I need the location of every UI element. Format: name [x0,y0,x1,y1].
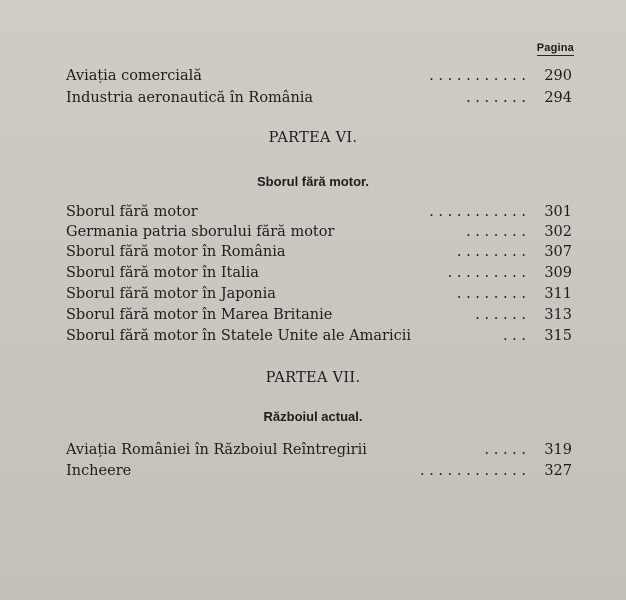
toc-page-number: 319 [544,442,572,458]
toc-entry [66,202,572,222]
toc-page-number: 290 [544,68,572,84]
toc-leader-dots: . . . . . . [475,307,526,323]
toc-entry [66,461,572,481]
toc-entry [66,66,572,86]
toc-leader-dots: . . . . . . . . [456,286,526,302]
toc-entry-title: Incheere [66,463,132,479]
toc-page-number: 311 [544,286,572,302]
toc-entry-title: Industria aeronautică în România [66,90,314,106]
toc-entry [66,222,572,242]
toc-entry-title: Germania patria sborului fără motor [66,224,335,240]
toc-entry [66,263,572,283]
part-subheading: Războiul actual. [263,409,363,424]
toc-entry-title: Aviația României în Războiul Reîntregirii [66,442,367,458]
toc-entry [66,440,572,460]
part-heading: PARTEA VI. [268,130,358,146]
toc-entry-title: Aviația comercială [66,68,202,84]
toc-page-number: 315 [544,328,572,344]
toc-entry-title: Sborul fără motor în Marea Britanie [66,307,333,323]
toc-leader-dots: . . . . . . . [466,224,526,240]
toc-page-number: 302 [544,224,572,240]
toc-entry-title: Sborul fără motor în România [66,244,286,260]
toc-entry [66,284,572,304]
toc-leader-dots: . . . [502,328,526,344]
pagina-column-header: Pagina [536,42,574,54]
toc-page-number: 307 [544,244,572,260]
toc-leader-dots: . . . . . . . . . . . [429,68,526,84]
toc-page-number: 313 [544,307,572,323]
toc-entry-title: Sborul fără motor în Japonia [66,286,276,302]
toc-entry [66,88,572,108]
toc-page-number: 327 [544,463,572,479]
toc-leader-dots: . . . . . . . [466,90,526,106]
toc-leader-dots: . . . . . . . . . . . [429,204,526,220]
part-subheading: Sborul fără motor. [257,174,369,189]
toc-page-number: 309 [544,265,572,281]
toc-entry-title: Sborul fără motor [66,204,198,220]
toc-leader-dots: . . . . . . . . . [447,265,526,281]
toc-entry-title: Sborul fără motor în Italia [66,265,259,281]
toc-entry-title: Sborul fără motor în Statele Unite ale Amaricii [66,328,411,344]
toc-entry [66,242,572,262]
toc-leader-dots: . . . . . [484,442,526,458]
part-heading: PARTEA VII. [265,370,361,386]
toc-entry [66,305,572,325]
toc-leader-dots: . . . . . . . . . . . . [419,463,526,479]
toc-page-number: 301 [544,204,572,220]
toc-leader-dots: . . . . . . . . [456,244,526,260]
toc-entry [66,326,572,346]
toc-page-number: 294 [544,90,572,106]
